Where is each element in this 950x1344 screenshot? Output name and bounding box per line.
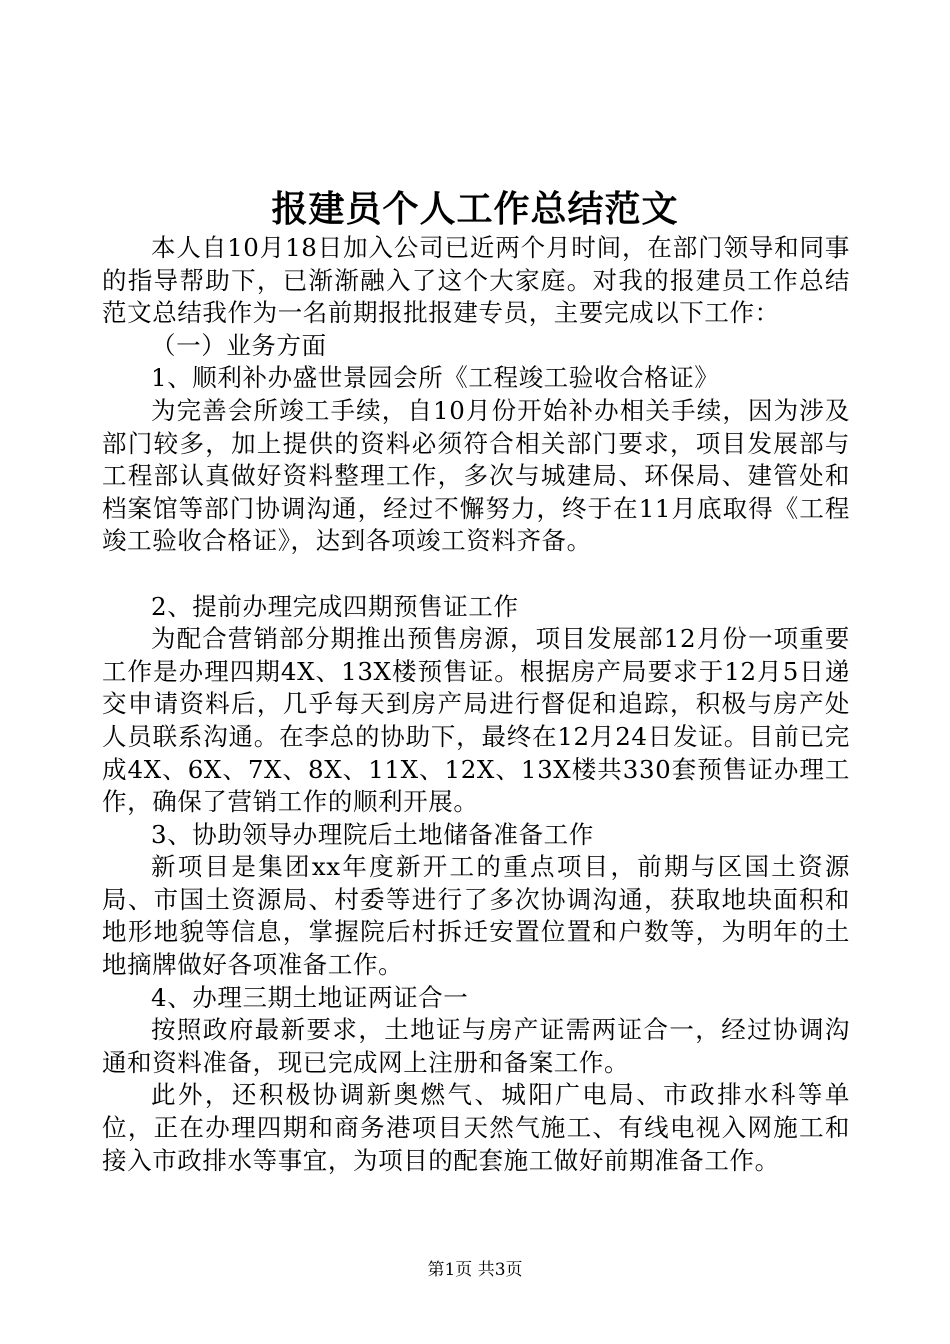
item-heading-3: 3、协助领导办理院后土地储备准备工作 — [151, 819, 594, 849]
item-heading-2: 2、提前办理完成四期预售证工作 — [151, 591, 519, 621]
paragraph-item-4: 按照政府最新要求，土地证与房产证需两证合一，经过协调沟通和资料准备，现已完成网上注册和备案工作。 — [102, 1015, 850, 1077]
blank-line — [102, 558, 850, 591]
paragraph-item-3: 新项目是集团xx年度新开工的重点项目，前期与区国土资源局、市国土资源局、村委等进行了多次协调沟通，获取地块面积和地形地貌等信息，掌握院后村拆迁安置位置和户数等，为明年的土地摘牌做好各项准备工作。 — [102, 852, 850, 980]
paragraph-item-2: 为配合营销部分期推出预售房源，项目发展部12月份一项重要工作是办理四期4X、13X楼预售证。根据房产局要求于12月5日递交申请资料后，几乎每天到房产局进行督促和追踪，积极与房产处人员联系沟通。在李总的协助下，最终在12月24日发证。目前已完成4X、6X、7X、8X、11X、12X、13X楼共330套预售证办理工作，确保了营销工作的顺利开展。 — [102, 624, 850, 817]
page-number-footer: 第1页 共3页 — [427, 1260, 523, 1280]
document-body — [102, 232, 850, 1177]
paragraph-item-1: 为完善会所竣工手续，自10月份开始补办相关手续，因为涉及部门较多，加上提供的资料必须符合相关部门要求，项目发展部与工程部认真做好资料整理工作，多次与城建局、环保局、建管处和档案馆等部门协调沟通，经过不懈努力，终于在11月底取得《工程竣工验收合格证》，达到各项竣工资料齐备。 — [102, 395, 850, 556]
document-title: 报建员个人工作总结范文 — [271, 188, 679, 230]
paragraph-intro: 本人自10月18日加入公司已近两个月时间，在部门领导和同事的指导帮助下，已渐渐融入了这个大家庭。对我的报建员工作总结范文总结我作为一名前期报批报建专员，主要完成以下工作： — [102, 233, 850, 328]
section-heading-business: （一）业务方面 — [151, 330, 327, 360]
paragraph-additional: 此外，还积极协调新奥燃气、城阳广电局、市政排水科等单位，正在办理四期和商务港项目天然气施工、有线电视入网施工和接入市政排水等事宜，为项目的配套施工做好前期准备工作。 — [102, 1080, 850, 1175]
item-heading-1: 1、顺利补办盛世景园会所《工程竣工验收合格证》 — [151, 363, 720, 393]
item-heading-4: 4、办理三期土地证两证合一 — [151, 982, 469, 1012]
